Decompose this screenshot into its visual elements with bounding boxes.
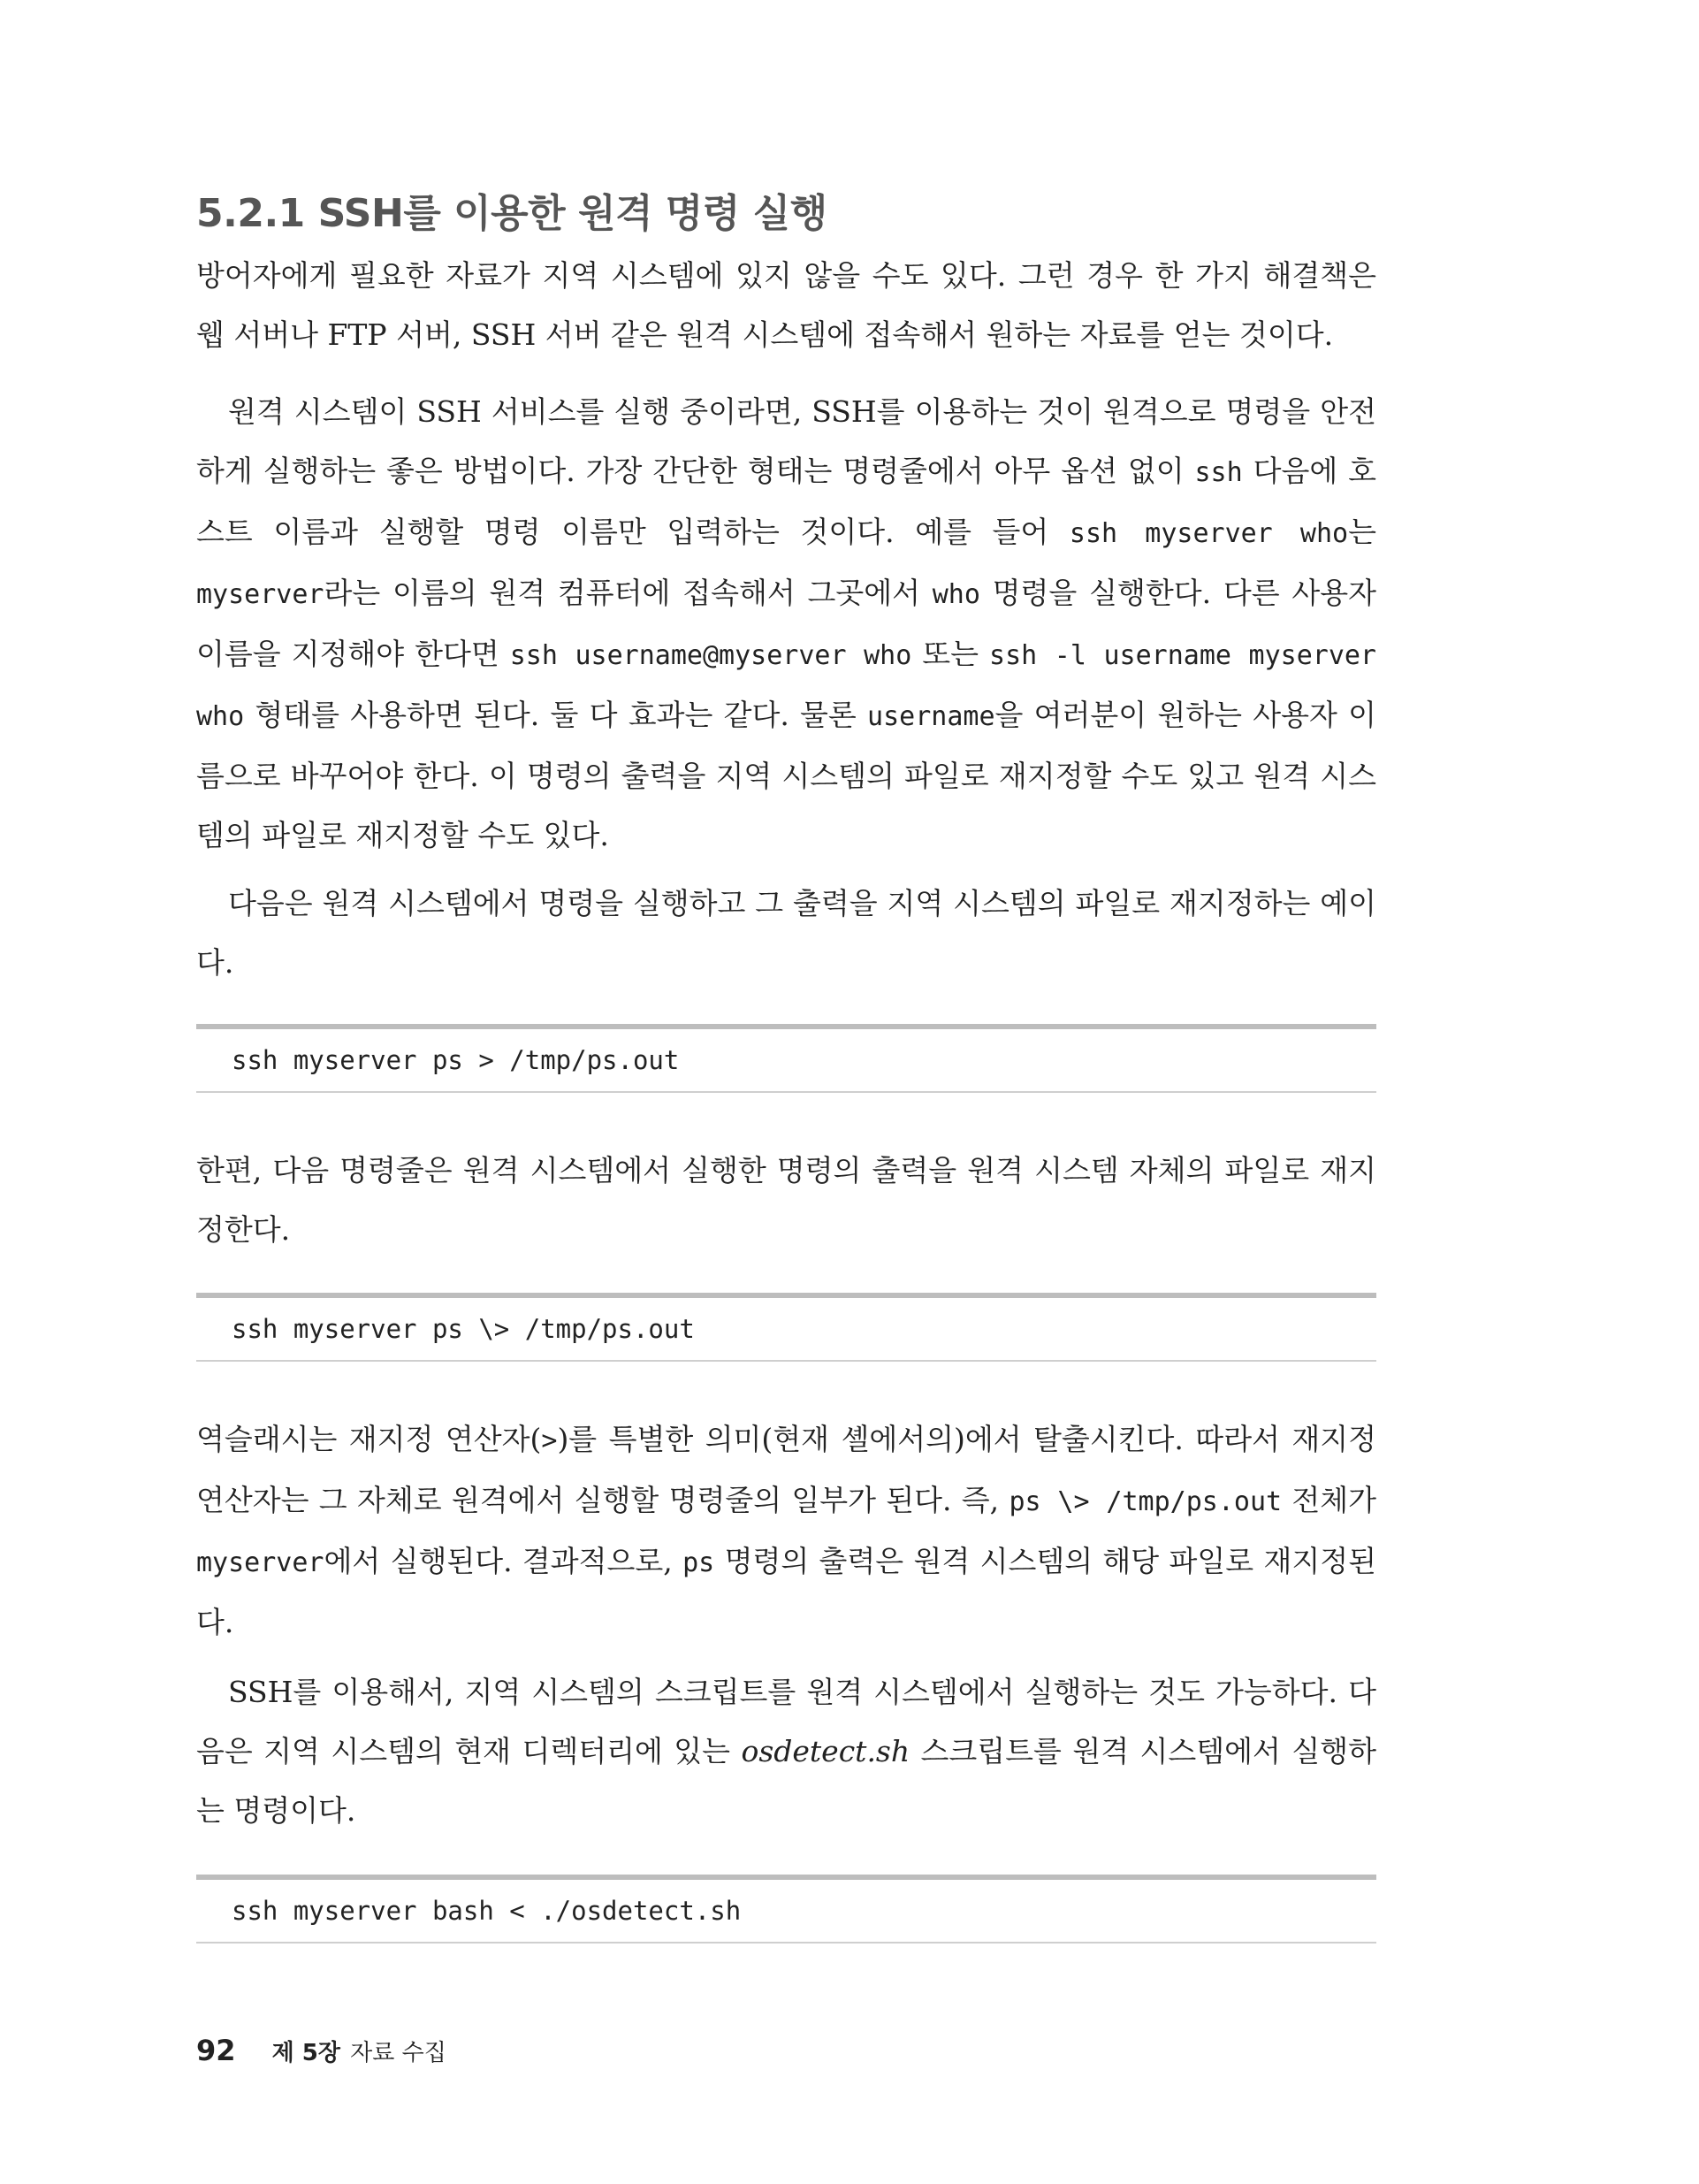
chapter-label: 제 5장 xyxy=(271,2040,340,2066)
paragraph-local-redirect-intro: 다음은 원격 시스템에서 명령을 실행하고 그 출력을 지역 시스템의 파일로 재지정하는 예이다. xyxy=(196,886,1376,980)
inline-code: ssh xyxy=(1194,457,1243,488)
text-run: )를 특별한 의미(현재 셸에서의)에서 탈출시킨다. 따라서 재지정 연산자는 그 자체로 원격에서 실행할 명령줄의 일부가 된다. 즉, xyxy=(196,1422,1376,1517)
page-footer xyxy=(196,2034,446,2067)
code-block-script xyxy=(196,1875,1376,1943)
inline-code: ssh -l username myserver who xyxy=(196,640,1376,732)
text-run: 전체가 xyxy=(1282,1483,1377,1517)
text-run: 는 xyxy=(1348,515,1376,549)
text-run: SSH를 이용해서, 지역 시스템의 스크립트를 원격 시스템에서 실행하는 것도 가능하다. 다음은 지역 시스템의 현재 디렉터리에 있는 xyxy=(196,1675,1376,1768)
section-heading: 5.2.1 SSH를 이용한 원격 명령 실행 xyxy=(196,191,827,236)
text-run: 다음에 호스트 이름과 실행할 명령 이름만 입력하는 것이다. 예를 들어 xyxy=(196,454,1376,549)
inline-code: ssh myserver who xyxy=(1069,518,1349,549)
page-number: 92 xyxy=(196,2034,236,2067)
code-line: ssh myserver ps > /tmp/ps.out xyxy=(232,1045,680,1075)
paragraph-remote-redirect-intro: 한편, 다음 명령줄은 원격 시스템에서 실행한 명령의 출력을 원격 시스템 자체의 파일로 재지정한다. xyxy=(196,1153,1376,1247)
text-run: 에서 실행된다. 결과적으로, xyxy=(324,1544,683,1578)
inline-code: who xyxy=(932,579,980,610)
text-run: 명령의 출력은 원격 시스템의 해당 파일로 재지정된다. xyxy=(196,1544,1376,1639)
text-run: 원격 시스템이 SSH 서비스를 실행 중이라면, SSH를 이용하는 것이 원격으로 명령을 안전하게 실행하는 좋은 방법이다. 가장 간단한 형태는 명령줄에서 아무 옵션 없이 xyxy=(196,394,1376,488)
inline-code: ssh username@myserver who xyxy=(509,640,912,671)
text-run: 라는 이름의 원격 컴퓨터에 접속해서 그곳에서 xyxy=(324,576,933,610)
inline-code: myserver xyxy=(196,1547,324,1578)
code-block-remote-redirect xyxy=(196,1293,1376,1362)
chapter-name: 자료 수집 xyxy=(350,2040,446,2066)
inline-code: myserver xyxy=(196,579,324,610)
paragraph-ssh-basics xyxy=(196,382,1376,865)
text-run: 을 여러분이 원하는 사용자 이름으로 바꾸어야 한다. 이 명령의 출력을 지역 시스템의 파일로 재지정할 수도 있고 원격 시스템의 파일로 재지정할 수도 있다. xyxy=(196,698,1376,852)
inline-code: > xyxy=(541,1425,558,1456)
text-run: 또는 xyxy=(911,637,990,671)
text-run: 명령을 실행한다. 다른 사용자 이름을 지정해야 한다면 xyxy=(196,576,1376,671)
text-run: 스크립트를 원격 시스템에서 실행하는 명령이다. xyxy=(196,1734,1376,1828)
paragraph-script-execution xyxy=(196,1662,1376,1840)
inline-code: ps \> /tmp/ps.out xyxy=(1009,1486,1283,1517)
code-line: ssh myserver bash < ./osdetect.sh xyxy=(232,1896,742,1926)
text-run: 역슬래시는 재지정 연산자( xyxy=(196,1422,542,1456)
paragraph-intro: 방어자에게 필요한 자료가 지역 시스템에 있지 않을 수도 있다. 그런 경우 한 가지 해결책은 웹 서버나 FTP 서버, SSH 서버 같은 원격 시스템에 접속해서 원하는 자료를 얻는 것이다. xyxy=(196,258,1376,352)
inline-code: username xyxy=(867,701,995,732)
paragraph-escape-explanation xyxy=(196,1409,1376,1652)
italic-filename: osdetect.sh xyxy=(741,1734,910,1768)
code-line: ssh myserver ps \> /tmp/ps.out xyxy=(232,1314,695,1344)
text-run: 형태를 사용하면 된다. 둘 다 효과는 같다. 물론 xyxy=(244,698,868,732)
code-block-local-redirect xyxy=(196,1024,1376,1093)
inline-code: ps xyxy=(682,1547,715,1578)
